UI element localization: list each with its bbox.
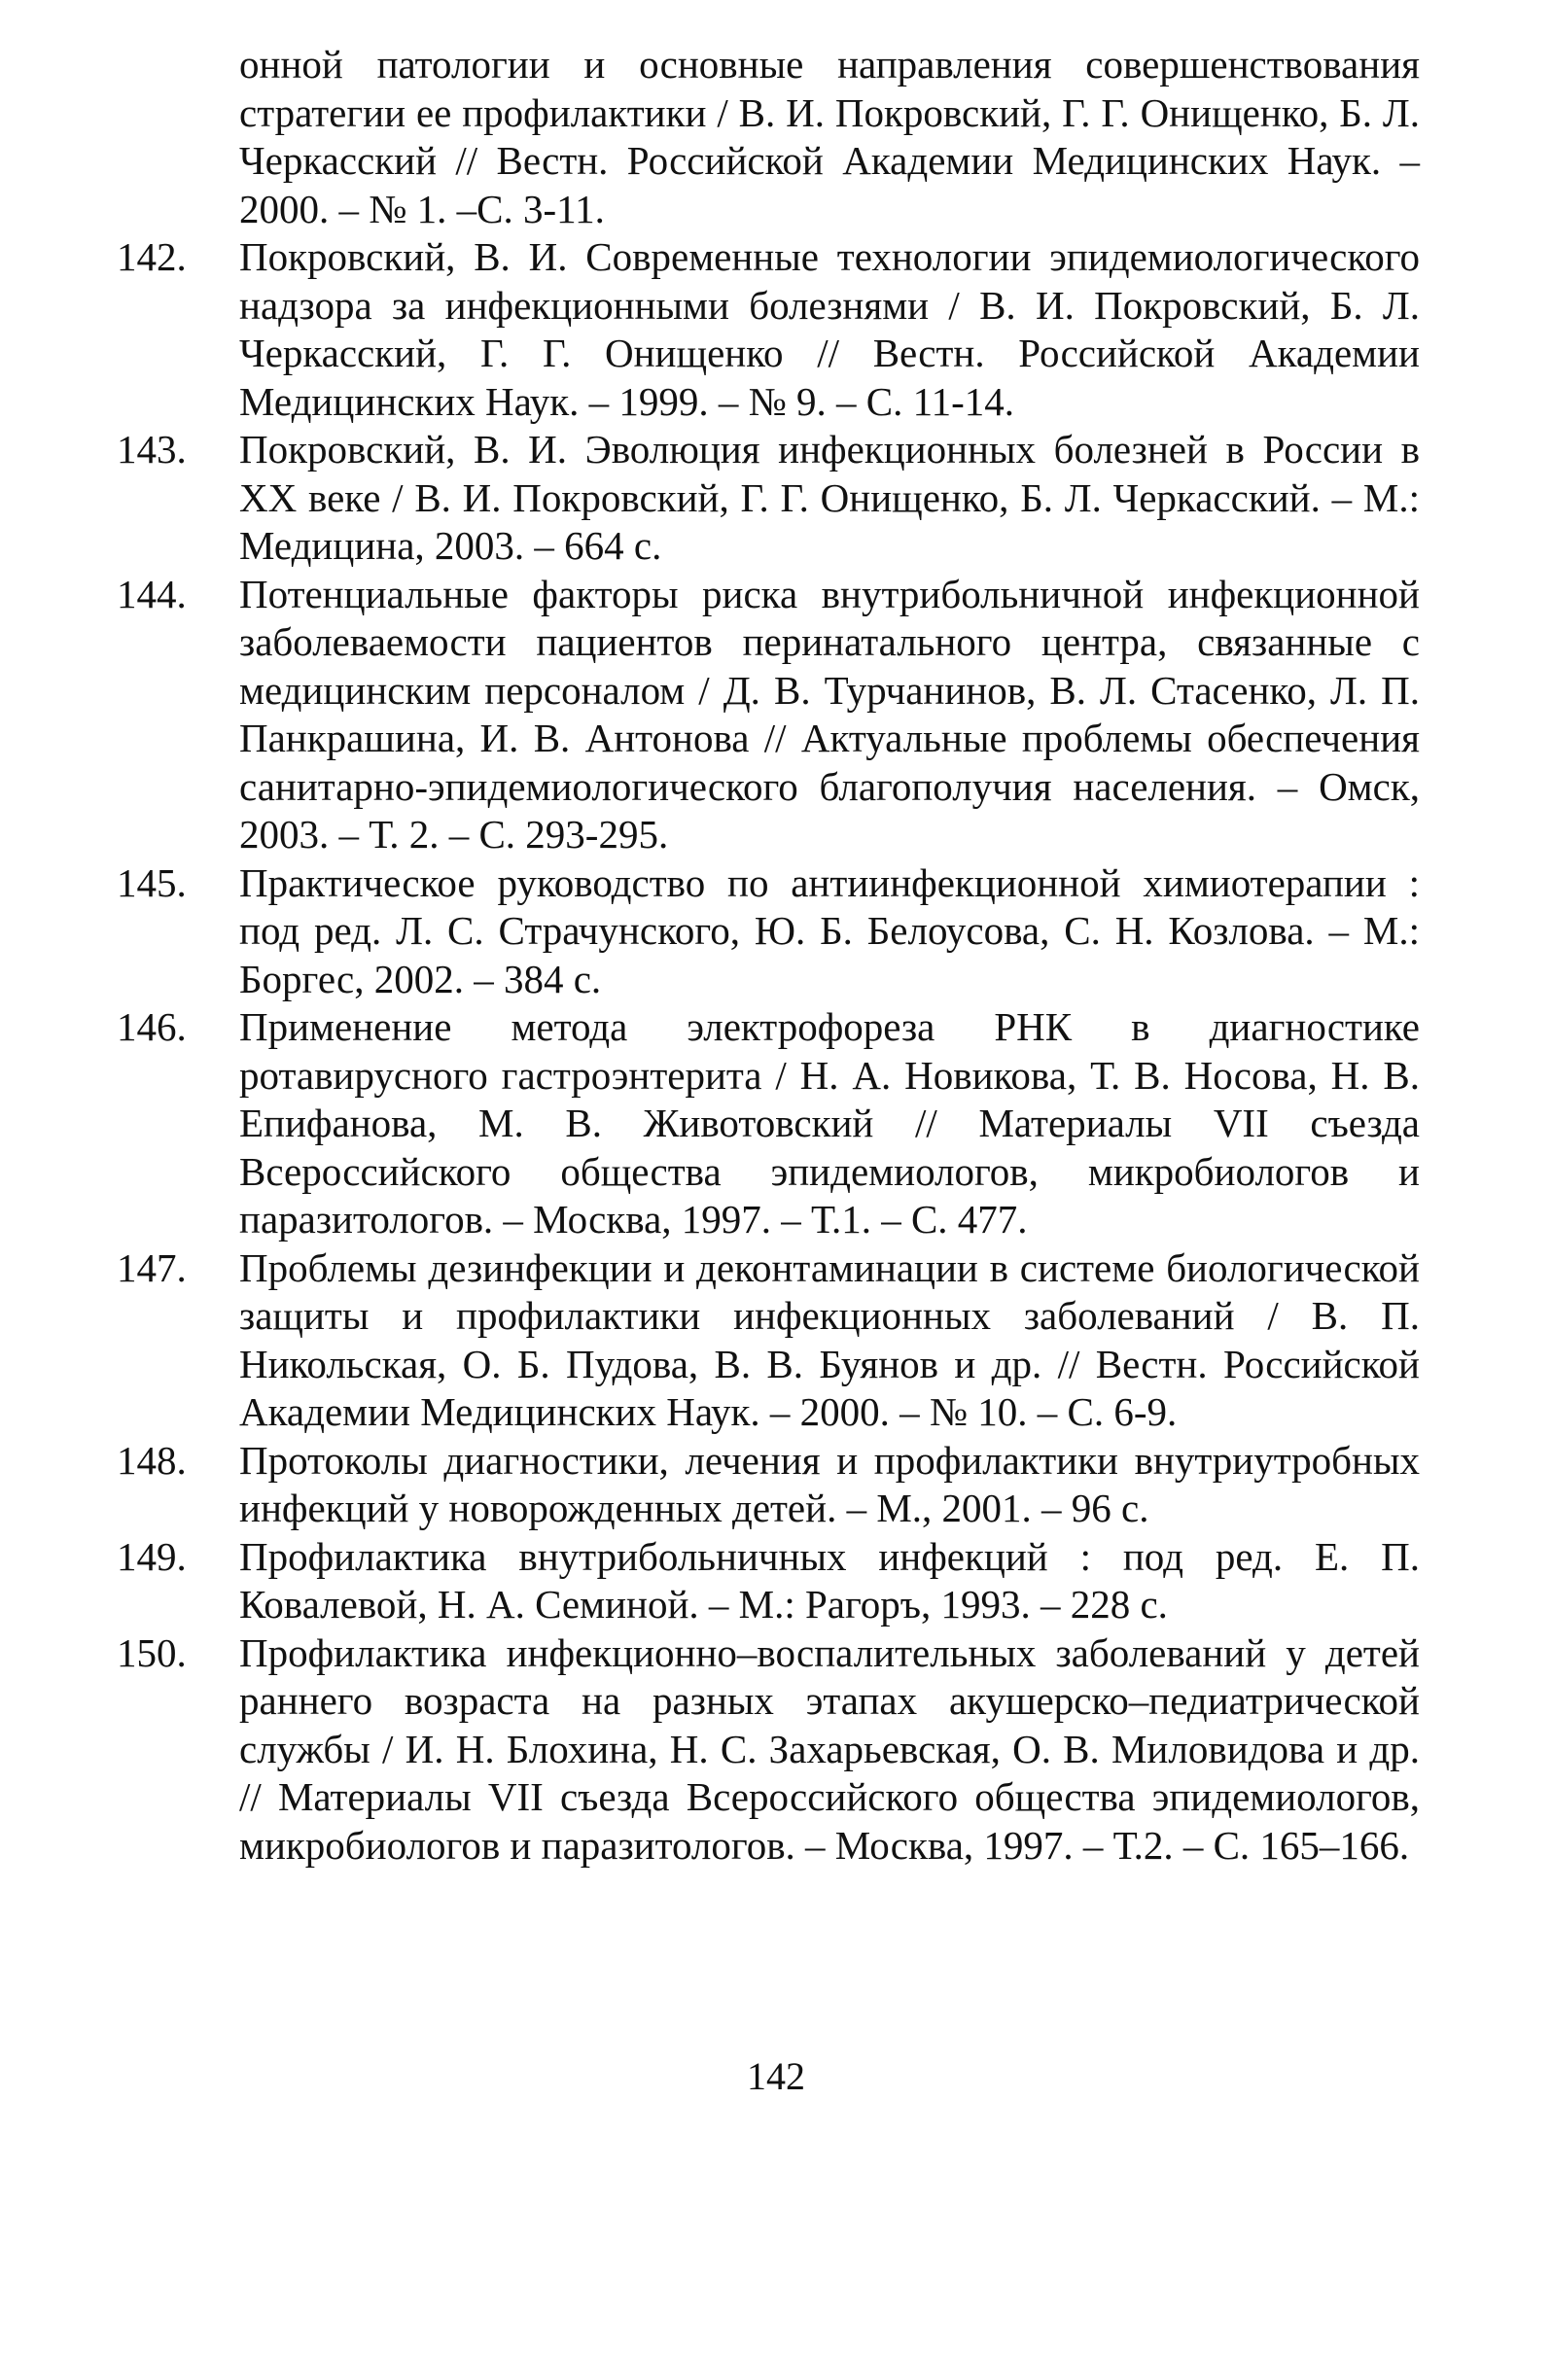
reference-text: Профилактика внутрибольничных инфекций : под ред. Е. П. Ковалевой, Н. А. Семиной. – М.: Рагоръ, 1993. – 228 с. [239, 1533, 1420, 1627]
reference-item [117, 41, 1420, 233]
reference-number: 145. [117, 859, 187, 905]
reference-list [117, 41, 1420, 1870]
reference-item [117, 571, 1420, 859]
reference-number: 142. [117, 234, 187, 279]
reference-item [117, 1437, 1420, 1533]
reference-item [117, 1003, 1420, 1244]
reference-number: 146. [117, 1004, 187, 1049]
reference-number: 143. [117, 427, 187, 472]
reference-number: 144. [117, 571, 187, 616]
reference-item [117, 1629, 1420, 1871]
reference-item [117, 233, 1420, 426]
reference-number: 148. [117, 1437, 187, 1483]
reference-number: 150. [117, 1629, 187, 1675]
reference-text: Профилактика инфекционно–воспалительных заболеваний у детей раннего возраста на разных этапах акушерско–педиатрической службы / И. Н. Блохина, Н. С. Захарьевская, О. В. Миловидова и др. // Материалы VII съезда Всероссийского общества эпидемиологов, микробиологов и паразитологов. – Москва, 1997. – Т.2. – С. 165–166. [239, 1629, 1420, 1868]
reference-item [117, 1533, 1420, 1629]
reference-text: Проблемы дезинфекции и деконтаминации в системе биологической защиты и профилактики инфекционных заболеваний / В. П. Никольская, О. Б. Пудова, В. В. Буянов и др. // Вестн. Российской Академии Медицинских Наук. – 2000. – № 10. – С. 6-9. [239, 1244, 1420, 1434]
reference-number: 147. [117, 1244, 187, 1290]
reference-text: Покровский, В. И. Современные технологии эпидемиологического надзора за инфекционными болезнями / В. И. Покровский, Б. Л. Черкасский, Г. Г. Онищенко // Вестн. Российской Академии Медицинских Наук. – 1999. – № 9. – С. 11-14. [239, 234, 1420, 424]
reference-text: онной патологии и основные направления совершенствования стратегии ее профилактики / В. И. Покровский, Г. Г. Онищенко, Б. Л. Черкасский // Вестн. Российской Академии Медицинских Наук. – 2000. – № 1. –С. 3-11. [239, 42, 1420, 231]
reference-item [117, 859, 1420, 1004]
reference-number: 149. [117, 1533, 187, 1579]
reference-text: Протоколы диагностики, лечения и профилактики внутриутробных инфекций у новорожденных детей. – М., 2001. – 96 с. [239, 1437, 1420, 1530]
reference-text: Практическое руководство по антиинфекционной химиотерапии : под ред. Л. С. Страчунского, Ю. Б. Белоусова, С. Н. Козлова. – М.: Боргес, 2002. – 384 с. [239, 859, 1420, 1001]
reference-text: Потенциальные факторы риска внутрибольничной инфекционной заболеваемости пациентов перинатального центра, связанные с медицинским персоналом / Д. В. Турчанинов, В. Л. Стасенко, Л. П. Панкрашина, И. В. Антонова // Актуальные проблемы обеспечения санитарно-эпидемиологического благополучия населения. – Омск, 2003. – Т. 2. – С. 293-295. [239, 571, 1420, 857]
reference-item [117, 426, 1420, 571]
page-number: 142 [747, 2054, 805, 2098]
reference-text: Покровский, В. И. Эволюция инфекционных болезней в России в ХХ веке / В. И. Покровский, Г. Г. Онищенко, Б. Л. Черкасский. – М.: Медицина, 2003. – 664 с. [239, 427, 1420, 568]
reference-text: Применение метода электрофореза РНК в диагностике ротавирусного гастроэнтерита / Н. А. Новикова, Т. В. Носова, Н. В. Епифанова, М. В. Животовский // Материалы VII съезда Всероссийского общества эпидемиологов, микробиологов и паразитологов. – Москва, 1997. – Т.1. – С. 477. [239, 1004, 1420, 1242]
reference-item [117, 1244, 1420, 1437]
